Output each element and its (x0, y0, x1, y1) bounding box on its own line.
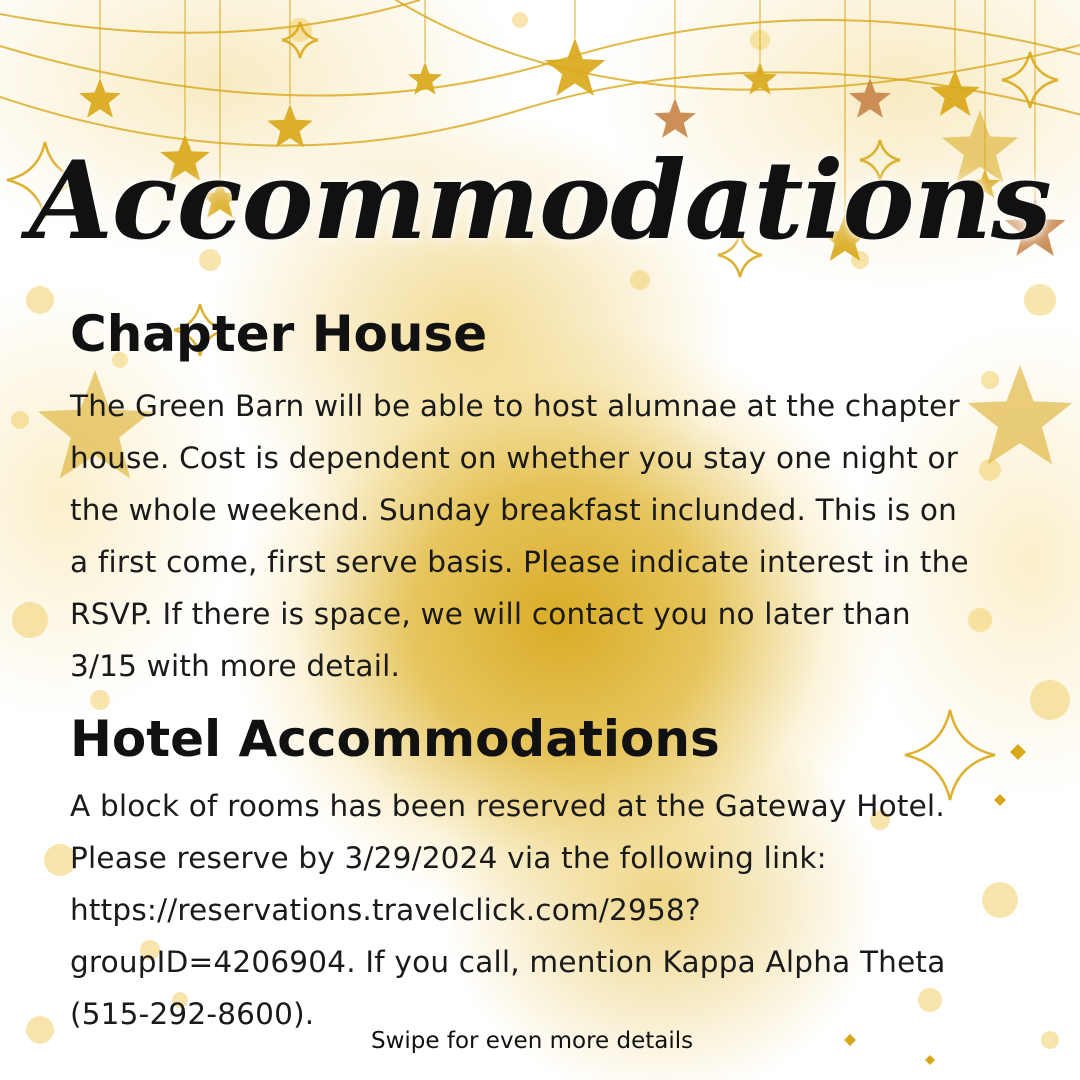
text-line: (515-292-8600). (70, 997, 315, 1031)
gold-dot-icon (26, 286, 54, 314)
gold-dot-icon (11, 411, 29, 429)
text-line: groupID=4206904. If you call, mention Kappa Alpha Theta (70, 945, 946, 979)
text-line: 3/15 with more detail. (70, 649, 401, 683)
gold-dot-icon (90, 690, 110, 710)
text-line: the whole weekend. Sunday breakfast inclunded. This is on (70, 493, 958, 527)
hotel-accommodations-text (70, 780, 1060, 1040)
text-line: RSVP. If there is space, we will contact you no later than (70, 597, 911, 631)
text-line: A block of rooms has been reserved at the Gateway Hotel. (70, 789, 945, 823)
swipe-hint: Swipe for even more details (371, 1028, 694, 1054)
hanging-star-icon (930, 69, 979, 116)
gold-dot-icon (12, 602, 48, 638)
text-line: house. Cost is dependent on whether you stay one night or (70, 441, 959, 475)
page-title: Accommodations (29, 138, 1051, 264)
hanging-star-icon (79, 78, 121, 118)
hanging-star-icon (545, 38, 606, 96)
gold-dot-icon (1024, 284, 1056, 316)
text-line: a first come, first serve basis. Please indicate interest in the (70, 545, 969, 579)
hanging-star-icon (654, 98, 696, 138)
chapter-house-text (70, 380, 1060, 692)
text-line: Please reserve by 3/29/2024 via the following link: (70, 841, 827, 875)
garland-string (0, 0, 420, 33)
sparkle-icon (925, 1055, 935, 1065)
gold-dot-icon (512, 12, 528, 28)
text-line: The Green Barn will be able to host alumnae at the chapter (70, 389, 960, 423)
chapter-house-heading: Chapter House (70, 305, 488, 363)
sparkle-icon (1010, 744, 1026, 760)
gold-dot-icon (630, 270, 650, 290)
gold-dot-icon (288, 18, 312, 42)
reservation-link-line: https://reservations.travelclick.com/2958? (70, 893, 701, 927)
hotel-accommodations-heading: Hotel Accommodations (70, 710, 720, 768)
gold-dot-icon (26, 1016, 54, 1044)
garland-string (380, 0, 1080, 90)
